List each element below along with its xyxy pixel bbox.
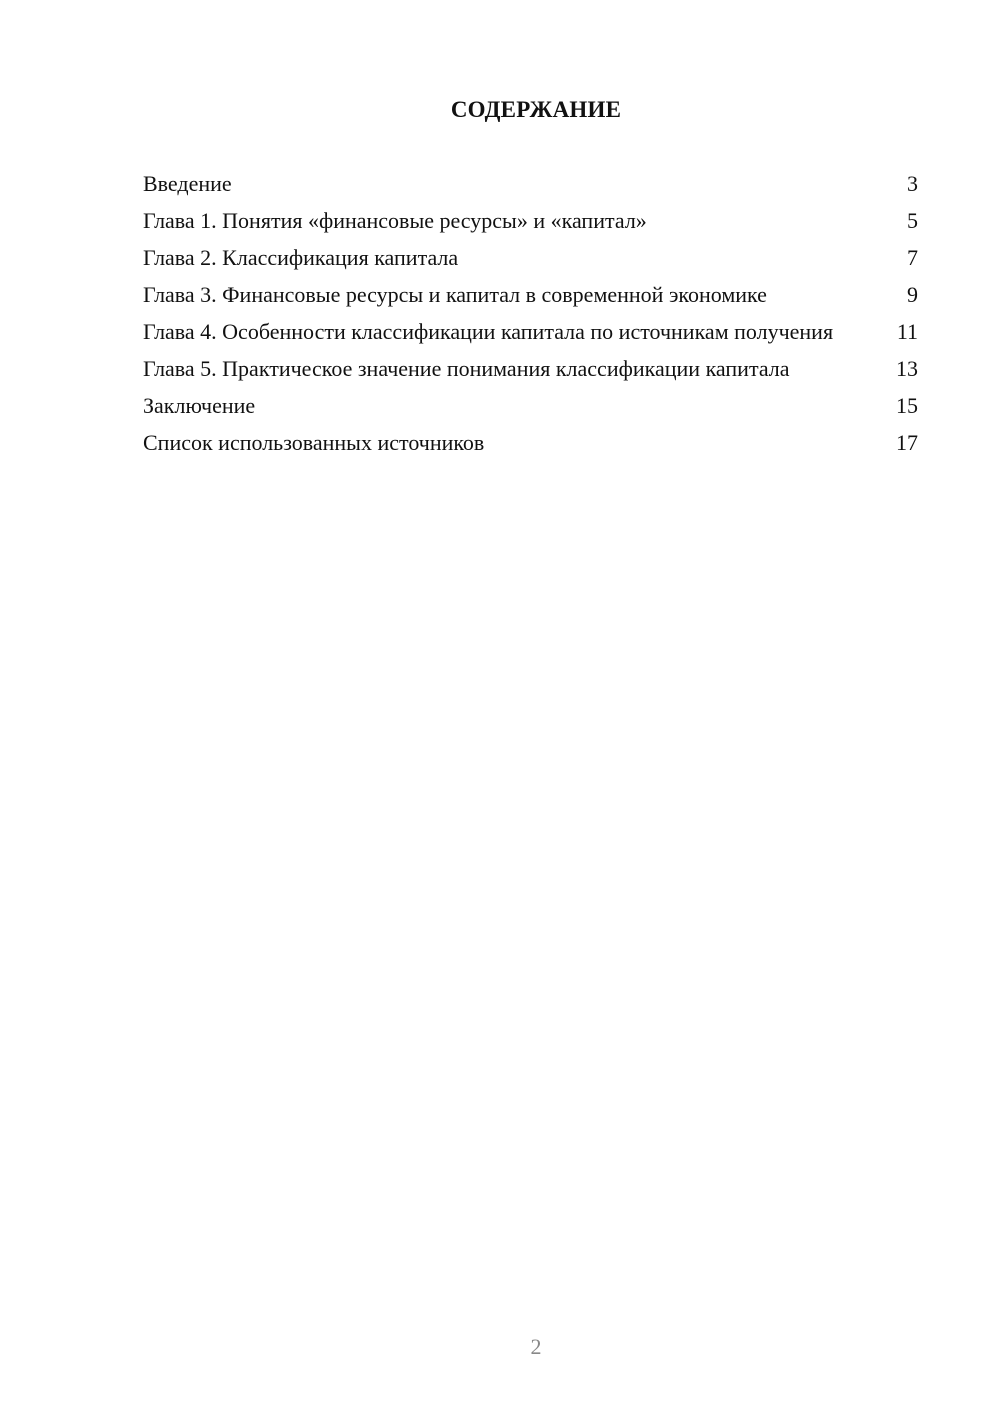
toc-entry-page: 9 — [907, 282, 918, 307]
toc-entry-page: 11 — [896, 319, 918, 344]
toc-entry-page: 13 — [896, 356, 918, 381]
toc-entry-text: Введение — [143, 171, 232, 196]
toc-entry-page: 17 — [896, 430, 918, 455]
toc-entry-text: Глава 5. Практическое значение понимания классификации капитала — [143, 356, 790, 381]
toc-entry-page: 15 — [896, 393, 918, 418]
page-number: 2 — [530, 1334, 542, 1359]
toc-entry-text: Глава 3. Финансовые ресурсы и капитал в современной экономике — [143, 282, 767, 307]
toc-entry-text: Глава 4. Особенности классификации капитала по источникам получения — [143, 319, 834, 344]
toc-entry-references[interactable] — [143, 429, 918, 456]
toc-entry-text: Заключение — [143, 393, 256, 418]
toc-entry-page: 3 — [907, 171, 918, 196]
toc-entry-page: 7 — [907, 245, 918, 270]
toc-entry-chapter-2[interactable] — [143, 244, 918, 271]
toc-entry-chapter-4[interactable] — [143, 318, 918, 345]
table-of-contents — [143, 170, 918, 466]
toc-entry-text: Глава 1. Понятия «финансовые ресурсы» и «капитал» — [143, 208, 647, 233]
toc-entry-conclusion[interactable] — [143, 392, 918, 419]
toc-entry-text: Список использованных источников — [143, 430, 485, 455]
toc-title: СОДЕРЖАНИЕ — [450, 97, 622, 122]
toc-entry-text: Глава 2. Классификация капитала — [143, 245, 459, 270]
toc-entry-introduction[interactable] — [143, 170, 918, 197]
toc-entry-chapter-1[interactable] — [143, 207, 918, 234]
toc-entry-chapter-3[interactable] — [143, 281, 918, 308]
toc-entry-chapter-5[interactable] — [143, 355, 918, 382]
toc-entry-page: 5 — [907, 208, 918, 233]
